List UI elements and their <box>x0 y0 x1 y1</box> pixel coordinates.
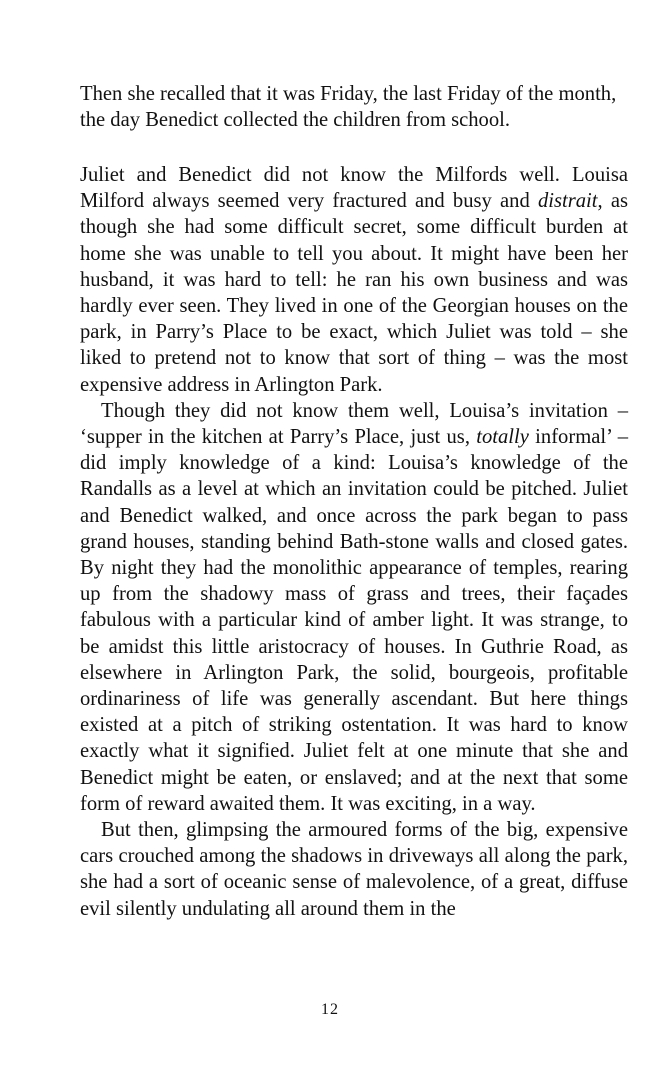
paragraph-milfords-end: , as though she had some difficult secret, some difficult burden at home she was unable to tell you about. It might have been her husband, it was hard to tell: he ran his own business and was hardly ever seen. They lived in one of the Georgian houses on the park, in Parry’s Place to be exact, which Juliet was told – she liked to pretend not to know that sort of thing – was the most expensive address in Arlington Park. <box>80 190 628 396</box>
paragraph-invitation <box>80 398 628 817</box>
italic-distrait: distrait <box>537 190 598 213</box>
paragraph-invitation-start: Though they did not know them well, Louisa’s invitation – ‘supper in the kitchen at Parry’s Place, just us, <box>80 399 628 449</box>
paragraph-friday: Then she recalled that it was Friday, the last Friday of the month, the day Benedict collected the children from school. <box>80 83 617 132</box>
page-number: 12 <box>321 1001 339 1018</box>
main-text-block <box>80 162 628 922</box>
paragraph-cars: But then, glimpsing the armoured forms of the big, expensive cars crouched among the shadows in driveways all along the park, she had a sort of oceanic sense of malevolence, of a great, diffuse evil silently undulating all around them in the <box>80 819 628 920</box>
paragraph-milfords <box>80 162 628 398</box>
opening-paragraph-block <box>80 81 628 133</box>
paragraph-invitation-end: informal’ – did imply knowledge of a kind: Louisa’s knowledge of the Randalls as a level at which an invitation could be pitched. Juliet and Benedict walked, and once across the park began to pass grand houses, standing behind Bath-stone walls and closed gates. By night they had the monolithic appearance of temples, rearing up from the shadowy mass of grass and trees, their façades fabulous with a particular kind of amber light. It was strange, to be amidst this little aristocracy of houses. In Guthrie Road, as elsewhere in Arlington Park, the solid, bourgeois, profitable ordinariness of life was generally ascendant. But here things existed at a pitch of striking ostentation. It was hard to know exactly what it signified. Juliet felt at one minute that she and Benedict might be eaten, or enslaved; and at the next that some form of reward awaited them. It was exciting, in a way. <box>80 426 628 815</box>
paragraph-milfords-start: Juliet and Benedict did not know the Milfords well. Louisa Milford always seemed very fractured and busy and <box>80 164 628 213</box>
italic-totally: totally <box>476 426 529 449</box>
